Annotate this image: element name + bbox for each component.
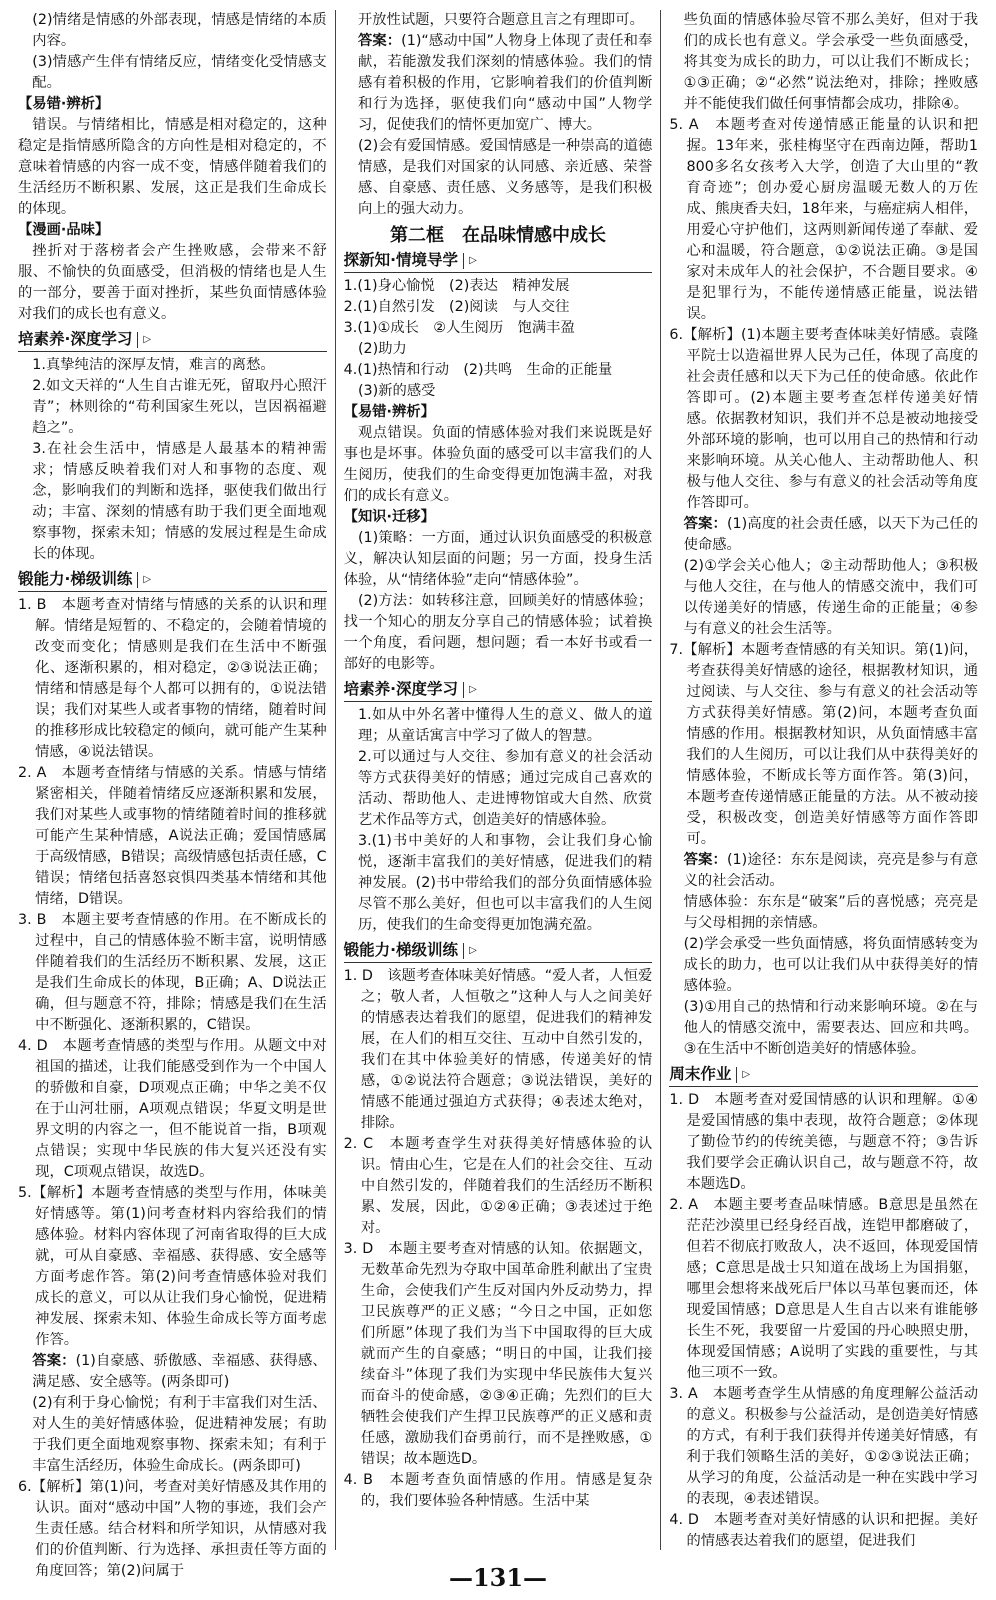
section-title: 培素养·深度学习	[18, 330, 133, 348]
answer-label: 答案：	[32, 1353, 76, 1369]
text: (1)策略：一方面，通过认识负面感受的积极意义，解决认知层面的问题；另一方面，投身生活体验，从“情绪体验”走向“情感体验”。	[343, 530, 653, 588]
label-yicuo: 【易错·辨析】	[18, 96, 110, 112]
triangle-icon: ▷	[143, 334, 152, 345]
list-item: (3)新的感受	[357, 383, 436, 399]
text: 些负面的情感体验尽管不那么美好，但对于我们的成长也有意义。学会承受一些负面感受，将其变为成长的助力，可以让我们不断成长；①③正确；②“必然”说法绝对，排除；挫败感并不能使我们做任何事情都会成功，排除④。	[683, 12, 979, 112]
answer-item: 1. D 该题考查体味美好情感。“爱人者，人恒爱之；敬人者，人恒敬之”这种人与人之间美好的情感表达着我们的愿望，促进我们的精神发展，在人们的相互交往、互动中自然引发的，我们在其中体验美好的情感，传递美好的情感，①②说法符合题意；③说法错误，美好的情感不能通过强迫方式获得；④表述太绝对，排除。	[343, 968, 653, 1131]
text: 观点错误。负面的情感体验对我们来说既是好事也是坏事。体验负面的感受可以丰富我们的人生阅历，使我们的生命变得更加饱满丰盈，对我们的成长有意义。	[343, 425, 653, 504]
section-header	[344, 679, 653, 702]
chapter-title: 第二框 在品味情感中成长	[390, 225, 606, 246]
section-header	[669, 1064, 978, 1087]
text: (2)有利于身心愉悦；有利于丰富我们对生活、对人生的美好情感体验，促进精神发展；有助于我们更全面地观察事物、探索未知；有利于丰富生活经历，体验生命成长。(两条即可)	[32, 1395, 327, 1474]
triangle-icon: ▷	[143, 574, 152, 585]
text: (2)方法：如转移注意，回顾美好的情感体验；找一个知心的朋友分享自己的情感体验；试着换一个角度，看问题，想问题；看一本好书或看一部好的电影等。	[343, 593, 653, 672]
column-1	[18, 10, 327, 1579]
answer-item: 7.【解析】本题考查情感的有关知识。第(1)问，考查获得美好情感的途径，根据教材知识，通过阅读、与人交往、参与有意义的社会活动等方式获得美好情感。第(2)问，本题考查负面情感的作用。根据教材知识，从负面情感丰富我们的人生阅历，可以让我们从中获得美好的情感体验，不断成长等方面作答。第(3)问，本题考查传递情感正能量的方法。从不被动接受，积极改变，创造美好情感等方面作答即可。	[669, 642, 979, 847]
list-item: 2.(1)自然引发 (2)阅读 与人交往	[343, 299, 570, 315]
divider	[736, 1067, 737, 1083]
answer-label: 答案：	[683, 852, 727, 868]
column-2	[335, 10, 653, 1550]
answer-label: 答案：	[357, 33, 402, 49]
section-title: 探新知·情境导学	[343, 251, 459, 269]
text: 1.真挚纯洁的深厚友情，难言的离愁。	[32, 357, 275, 373]
divider	[463, 253, 464, 269]
label-zhishi: 【知识·迁移】	[343, 509, 435, 525]
answer-item: 2. A 本题考查情绪与情感的关系。情感与情绪紧密相关，伴随着情绪反应逐渐积累和发展，我们对某些人或事物的情绪随着时间的推移就可能产生某种情感，A说法正确；爱国情感属于高级情感，B错误；高级情感包括责任感，C错误；情绪包括喜怒哀惧四类基本情绪和其他情绪，D错误。	[18, 765, 327, 907]
list-item: (2)助力	[357, 341, 407, 357]
text: (2)学会承受一些负面情感，将负面情感转变为成长的助力，也可以让我们从中获得美好的情感体验。	[683, 936, 979, 994]
text: (1)高度的社会责任感，以天下为己任的使命感。	[683, 516, 979, 553]
divider	[463, 943, 464, 959]
text: 错误。与情绪相比，情感是相对稳定的，这种稳定是指情感所隐含的方向性是相对稳定的，不意味着情感的内容一成不变，情感伴随着我们的生活经历不断积累、发展，这正是我们生命成长的体现。	[18, 117, 327, 217]
text: 2.可以通过与人交往、参加有意义的社会活动等方式获得美好的情感；通过完成自己喜欢的活动、帮助他人、走进博物馆或大自然、欣赏艺术作品等方式，创造美好的情感体验。	[357, 749, 653, 828]
text: 3.在社会生活中，情感是人最基本的精神需求；情感反映着我们对人和事物的态度、观念，影响我们的判断和选择，驱使我们做出行动；丰富、深刻的情感有助于我们更全面地观察事物，探索未知；情感的发展过程是生命成长的体现。	[32, 441, 327, 562]
label-yicuo: 【易错·辨析】	[343, 404, 435, 420]
list-item: 1.(1)身心愉悦 (2)表达 精神发展	[343, 278, 570, 294]
label-manhua: 【漫画·品味】	[18, 222, 110, 238]
list-item: 4.(1)热情和行动 (2)共鸣 生命的正能量	[343, 362, 613, 378]
text: (1)“感动中国”人物身上体现了责任和奉献，若能激发我们深刻的情感体验。我们的情感有着积极的作用，它影响着我们的价值判断和行为选择，驱使我们向“感动中国”人物学习，促使我们的情怀更加宽广、博大。	[357, 33, 653, 133]
section-title: 锻能力·梯级训练	[18, 570, 133, 588]
column-3	[660, 10, 978, 1550]
answer-item: 4. D 本题考查情感的类型与作用。从题文中对祖国的描述，让我们能感受到作为一个中国人的骄傲和自豪，D项观点正确；中华之美不仅在于山河壮丽，A项观点错误；华夏文明是世界文明的内容之一，但不能说首一指，B项观点错误；实现中华民族的伟大复兴还没有实现，C项观点错误，故选D。	[18, 1038, 327, 1180]
answer-item: 3. A 本题考查学生从情感的角度理解公益活动的意义。积极参与公益活动，是创造美好情感的方式，有利于我们获得并传递美好情感，有利于我们领略生活的美好，①②③说法正确；从学习的角度，公益活动是一种在实践中学习的表现，④表述错误。	[669, 1386, 979, 1507]
triangle-icon: ▷	[469, 684, 477, 695]
text: (3)①用自己的热情和行动来影响环境。②在与他人的情感交流中，需要表达、回应和共鸣。③在生活中不断创造美好的情感体验。	[683, 999, 979, 1057]
answer-item: 2. C 本题考查学生对获得美好情感体验的认识。情由心生，它是在人们的社会交往、互动中自然引发的，伴随着我们的生活经历不断积累、发展，因此，①②④正确；③表述过于绝对。	[343, 1136, 653, 1236]
list-item: 3.(1)①成长 ②人生阅历 饱满丰盈	[343, 320, 575, 336]
section-header	[18, 569, 327, 592]
section-title: 周末作业	[669, 1065, 732, 1083]
answer-item: 1. D 本题考查对爱国情感的认识和理解。①④是爱国情感的集中表现，故符合题意；②体现了勤俭节约的传统美德，与题意不符；③告诉我们要学会正确认识自己，故与题意不符，故本题选D。	[669, 1092, 979, 1192]
triangle-icon: ▷	[469, 255, 477, 266]
text: 3.(1)书中美好的人和事物，会让我们身心愉悦，逐渐丰富我们的美好情感，促进我们的精神发展。(2)书中带给我们的部分负面情感体验尽管不那么美好，但也可以丰富我们的人生阅历，使我们的生命变得更加饱满充盈。	[357, 833, 653, 933]
answer-item: 1. B 本题考查对情绪与情感的关系的认识和理解。情绪是短暂的、不稳定的，会随着情境的改变而变化；情感则是我们在生活中不断强化、逐渐积累的，相对稳定，②③说法正确；情绪和情感是每个人都可以拥有的，①说法错误；我们对某些人或者事物的情绪，随着时间的推移形成比较稳定的倾向，就可能产生某种情感，④说法错误。	[18, 597, 327, 760]
section-header	[18, 329, 327, 352]
answer-item: 2. A 本题主要考查品味情感。B意思是虽然在茫茫沙漠里已经身经百战，连铠甲都磨破了，但若不彻底打败敌人，决不返回，体现爱国情感；C意思是战士只知道在战场上为国捐躯，哪里会想将来战死后尸体以马革包裹而还，体现爱国情感；D意思是人生自古以来有谁能够长生不死，我要留一片爱国的丹心映照史册，体现爱国情感；A说明了实践的重要性，与其他三项不一致。	[669, 1197, 979, 1381]
answer-item: 4. D 本题考查对美好情感的认识和把握。美好的情感表达着我们的愿望，促进我们	[669, 1512, 979, 1549]
answer-label: 答案：	[683, 516, 727, 532]
answer-item: 3. B 本题主要考查情感的作用。在不断成长的过程中，自己的情感体验不断丰富，说明情感伴随着我们的生活经历不断积累、发展，这正是我们生命成长的体现，B正确；A、D说法正确，但与题意不符，排除；情感是我们在生活中不断强化、逐渐积累的，C错误。	[18, 912, 327, 1033]
text: (2)①学会关心他人；②主动帮助他人；③积极与他人交往，在与他人的情感交流中，我们可以传递美好的情感，传递生命的正能量；④参与有意义的社会生活等。	[683, 558, 979, 637]
answer-item: 6.【解析】(1)本题主要考查体味美好情感。袁隆平院士以造福世界人民为己任，体现了高度的社会责任感和以天下为己任的使命感。依此作答即可。(2)本题主要考查怎样传递美好情感。依据教材知识，我们并不总是被动地接受外部环境的影响，也可以用自己的热情和行动来影响环境。从关心他人、主动帮助他人、积极与他人交往、参与有意义的社会活动等角度作答即可。	[669, 327, 979, 511]
divider	[137, 572, 138, 588]
text: (2)情绪是情感的外部表现，情感是情绪的本质内容。	[32, 12, 327, 49]
text: (2)会有爱国情感。爱国情感是一种崇高的道德情感，是我们对国家的认同感、亲近感、荣誉感、自豪感、责任感、义务感等，是我们积极向上的强大动力。	[357, 138, 653, 217]
text: 挫折对于落榜者会产生挫败感，会带来不舒服、不愉快的负面感受，但消极的情绪也是人生的一部分，要善于面对挫折，某些负面情感体验对我们的成长也有意义。	[18, 243, 327, 322]
triangle-icon: ▷	[469, 945, 477, 956]
text: (1)自豪感、骄傲感、幸福感、获得感、满足感、安全感等。(两条即可)	[32, 1353, 327, 1390]
divider	[463, 682, 464, 698]
section-header	[344, 940, 653, 963]
divider	[137, 332, 138, 348]
section-title: 锻能力·梯级训练	[343, 941, 459, 959]
text: (1)途径：东东是阅读，亮亮是参与有意义的社会活动。	[683, 852, 979, 889]
answer-item: 4. B 本题考查负面情感的作用。情感是复杂的，我们要体验各种情感。生活中某	[343, 1472, 653, 1509]
answer-item: 6.【解析】第(1)问，考查对美好情感及其作用的认识。面对“感动中国”人物的事迹，我们会产生责任感。结合材料和所学知识，从情感对我们的价值判断、行为选择、承担责任等方面的角度回答；第(2)问属于	[18, 1479, 327, 1579]
answer-item: 5.【解析】本题考查情感的类型与作用，体味美好情感等。第(1)问考查材料内容给我们的情感体验。材料内容体现了河南省取得的巨大成就，可从自豪感、幸福感、获得感、安全感等方面考虑作答。第(2)问考查情感体验对我们成长的意义，可以从让我们身心愉悦，促进精神发展、探索未知、体验生命成长等方面考虑作答。	[18, 1185, 327, 1348]
triangle-icon: ▷	[742, 1069, 751, 1080]
section-title: 培素养·深度学习	[343, 680, 459, 698]
page-number: —131—	[448, 1563, 548, 1592]
text: 情感体验：东东是“破案”后的喜悦感；亮亮是与父母相拥的亲情感。	[683, 894, 979, 931]
text: 2.如文天祥的“人生自古谁无死，留取丹心照汗青”；林则徐的“苟利国家生死以，岂因祸福避趋之”。	[32, 378, 327, 436]
answer-item: 5. A 本题考查对传递情感正能量的认识和把握。13年来，张桂梅坚守在西南边陲，帮助1 800多名女孩考入大学，创造了大山里的“教育奇迹”；创办爱心厨房温暖无数人的万佐成、熊庚香夫妇，18年来，与癌症病人相伴，用爱心守护他们，这两则新闻传递了奉献、爱心和温暖，符合题意，①②说法正确。③是国家对未成年人的社会保护，不合题目要求。④是犯罪行为，不能传递情感正能量，说法错误。	[669, 117, 979, 322]
text: 开放性试题，只要符合题意且言之有理即可。	[357, 12, 644, 28]
text: 1.如从中外名著中懂得人生的意义、做人的道理；从童话寓言中学习了做人的智慧。	[357, 707, 653, 744]
section-header	[344, 250, 653, 273]
answer-item: 3. D 本题主要考查对情感的认知。依据题文，无数革命先烈为夺取中国革命胜利献出了宝贵生命，会使我们产生反对国内外反动势力，捍卫民族尊严的正义感；“今日之中国，正如您们所愿”体现了我们为当下中国取得的巨大成就而产生的自豪感；“明日的中国，让我们接续奋斗”体现了我们为实现中华民族伟大复兴而奋斗的使命感，②③④正确；先烈们的巨大牺牲会使我们产生捍卫民族尊严的正义感和责任感，激励我们奋勇前行，而不是挫败感，①错误；故本题选D。	[343, 1241, 653, 1467]
text: (3)情感产生伴有情绪反应，情绪变化受情感支配。	[32, 54, 327, 91]
